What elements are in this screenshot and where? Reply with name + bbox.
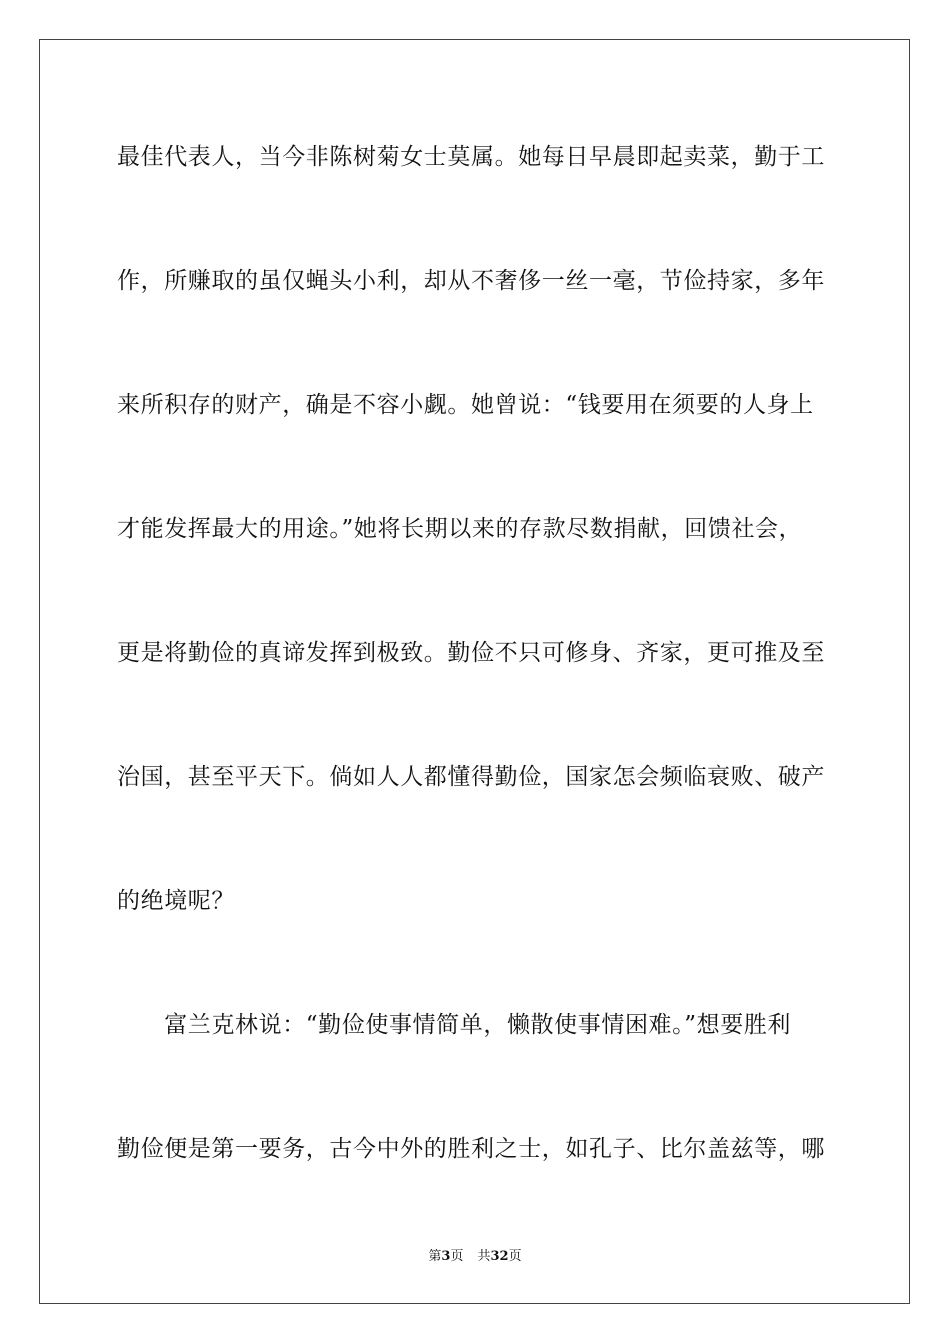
text-line-5: 更是将勤俭的真谛发挥到极致。勤俭不只可修身、齐家，更可推及至 [117, 640, 825, 666]
page-prefix: 第 [428, 1249, 442, 1264]
page-suffix: 页 [450, 1249, 464, 1264]
text-line-9: 勤俭便是第一要务，古今中外的胜利之士，如孔子、比尔盖兹等，哪 [117, 1136, 825, 1162]
text-line-8: 富兰克林说：“勤俭使事情简单，懒散使事情困难。”想要胜利 [117, 1012, 792, 1038]
text-line-3: 来所积存的财产，确是不容小觑。她曾说：“钱要用在须要的人身上 [117, 392, 814, 418]
text-line-7: 的绝境呢？ [117, 888, 235, 914]
page-border [39, 39, 910, 1304]
text-line-2: 作，所赚取的虽仅蝇头小利，却从不奢侈一丝一毫，节俭持家，多年 [117, 268, 825, 294]
text-line-1: 最佳代表人，当今非陈树菊女士莫属。她每日早晨即起卖菜，勤于工 [117, 144, 825, 170]
total-suffix: 页 [508, 1249, 522, 1264]
text-line-4: 才能发挥最大的用途。”她将长期以来的存款尽数捐献，回馈社会， [117, 516, 803, 542]
page-footer [0, 1248, 950, 1266]
total-pages: 32 [490, 1249, 509, 1264]
text-line-6: 治国，甚至平天下。倘如人人都懂得勤俭，国家怎会频临衰败、破产 [117, 764, 825, 790]
total-prefix: 共 [477, 1249, 491, 1264]
page-number: 3 [441, 1249, 451, 1264]
